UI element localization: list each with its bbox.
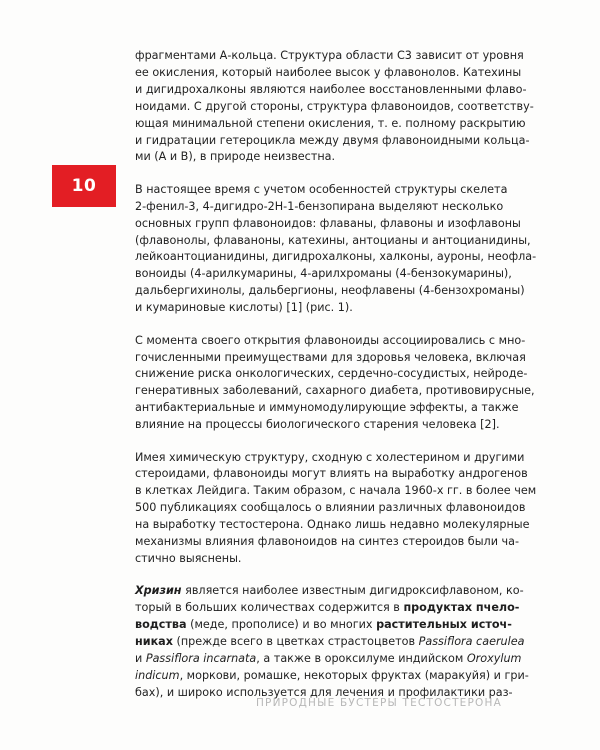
text-line: и гидратации гетероцикла между двумя флавоноидными кольца- bbox=[135, 133, 530, 147]
bold-term: никах bbox=[135, 635, 173, 649]
text-line: 500 публикациях сообщалось о влиянии различных флавоноидов bbox=[135, 501, 526, 515]
text-line: стероидами, флавоноиды могут влиять на выработку андрогенов bbox=[135, 467, 528, 481]
text-line: дальбергихинолы, дальбергионы, неофлавены (4-бензохроманы) bbox=[135, 284, 525, 298]
text-line: воноиды (4-арилкумарины, 4-арилхроманы (4-бензокумарины), bbox=[135, 267, 512, 281]
text-line: ющая минимальной степени окисления, т. е. полному раскрытию bbox=[135, 116, 526, 130]
paragraph-chrysin bbox=[135, 583, 529, 701]
text-run: и bbox=[135, 652, 146, 665]
text-line: (флавонолы, флаваноны, катехины, антоцианы и антоцианидины, bbox=[135, 233, 531, 247]
paragraph-health-benefits bbox=[135, 333, 535, 434]
text-line: антибактериальные и иммуномодулирующие эффекты, а также bbox=[135, 401, 519, 415]
text-line: ноидами. С другой стороны, структура флавоноидов, соответству- bbox=[135, 99, 534, 113]
bold-term: продуктах пчело- bbox=[403, 601, 520, 615]
latin-name: Passiflora incarnata bbox=[145, 652, 257, 665]
text-line: фрагментами А-кольца. Структура области С3 зависит от уровня bbox=[135, 49, 524, 62]
text-line: бах), и широко используется для лечения и профилактики раз- bbox=[135, 685, 513, 699]
text-run: торый в больших количествах содержится в bbox=[135, 601, 404, 615]
text-run: , моркови, ромашке, некоторых фруктах (маракуйя) и гри- bbox=[179, 668, 529, 682]
chrysin-term: Хризин bbox=[135, 584, 182, 598]
body-text bbox=[135, 48, 537, 717]
text-run: (прежде всего в цветках страстоцветов bbox=[172, 635, 419, 649]
text-line bbox=[135, 634, 525, 651]
text-line: Имея химическую структуру, сходную с холестерином и другими bbox=[135, 450, 525, 464]
text-line: и дигидрохалконы являются наиболее восстановленными флаво- bbox=[135, 82, 527, 96]
text-run: (меде, прополисе) и во многих bbox=[186, 618, 377, 632]
paragraph-androgens bbox=[135, 450, 537, 568]
page-number: 10 bbox=[71, 176, 97, 196]
latin-name: indicum bbox=[135, 668, 180, 682]
text-line bbox=[135, 668, 529, 685]
text-line: в клетках Лейдига. Таким образом, с начала 1960-х гг. в более чем bbox=[135, 484, 537, 498]
paragraph-structure bbox=[135, 48, 534, 166]
text-run: является наиболее известным дигидроксифлавоном, ко- bbox=[181, 584, 524, 598]
running-footer: ПРИРОДНЫЕ БУСТЕРЫ ТЕСТОСТЕРОНА bbox=[255, 697, 502, 709]
text-line: ми (А и В), в природе неизвестна. bbox=[135, 150, 336, 164]
text-run: , а также в ороксилуме индийском bbox=[256, 652, 467, 665]
text-line bbox=[135, 583, 524, 600]
paragraph-flavonoid-groups bbox=[135, 182, 537, 317]
text-line: и кумариновые кислоты) [1] (рис. 1). bbox=[135, 301, 353, 315]
text-line: механизмы влияния флавоноидов на синтез стероидов были ча- bbox=[135, 535, 520, 549]
page-number-tab bbox=[52, 165, 116, 207]
text-line: снижение риска онкологических, сердечно-сосудистых, нейроде- bbox=[135, 367, 528, 381]
text-line bbox=[135, 651, 522, 668]
text-line: влияние на процессы биологического старения человека [2]. bbox=[135, 418, 500, 432]
text-line: генеративных заболеваний, сахарного диабета, противовирусные, bbox=[135, 384, 535, 398]
text-line: В настоящее время с учетом особенностей структуры скелета bbox=[135, 182, 508, 196]
bold-term: растительных источ- bbox=[376, 618, 512, 632]
text-line: на выработку тестостерона. Однако лишь недавно молекулярные bbox=[135, 518, 530, 532]
text-line: основных групп флавоноидов: флаваны, флавоны и изофлавоны bbox=[135, 216, 521, 230]
text-line: гочисленными преимуществами для здоровья человека, включая bbox=[135, 350, 526, 364]
text-line: лейкоантоцианидины, дигидрохалконы, халконы, ауроны, неофла- bbox=[135, 250, 537, 264]
text-line bbox=[135, 600, 520, 617]
text-line: 2-фенил-3, 4-дигидро-2Н-1-бензопирана выделяют несколько bbox=[135, 199, 504, 213]
text-line: стично выяснены. bbox=[135, 551, 242, 565]
bold-term: водства bbox=[135, 618, 187, 632]
text-line bbox=[135, 617, 512, 634]
text-line: С момента своего открытия флавоноиды ассоциировались с мно- bbox=[135, 333, 526, 347]
latin-name: Oroxylum bbox=[466, 652, 522, 665]
text-line: ее окисления, который наиболее высок у флавонолов. Катехины bbox=[135, 65, 522, 79]
latin-name: Passiflora caerulea bbox=[418, 635, 525, 649]
